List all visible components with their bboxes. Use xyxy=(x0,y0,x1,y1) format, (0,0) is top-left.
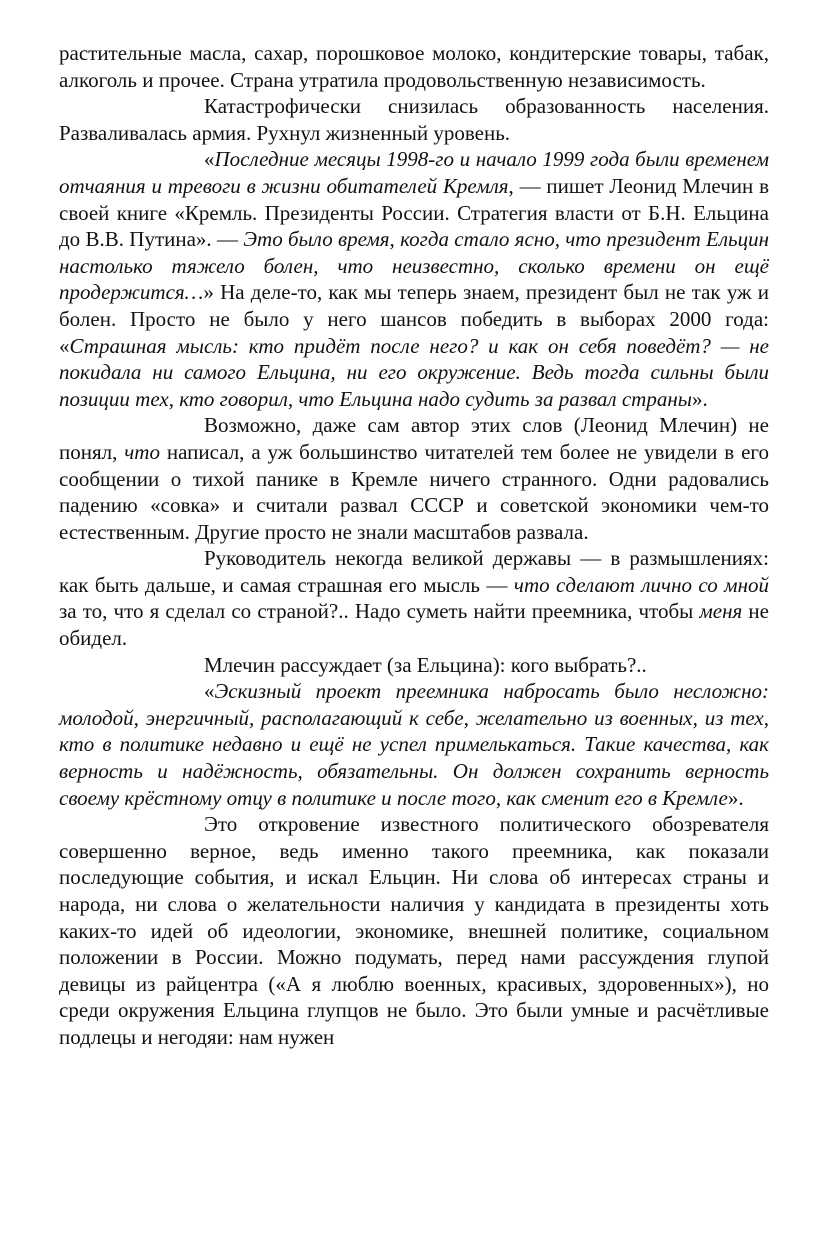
text-segment: Возможно, даже сам автор этих слов (Леонид Млечин) не понял, xyxy=(59,413,769,464)
text-segment: ». xyxy=(727,785,744,810)
text-segment: Млечин рассуждает (за Ельцина): кого выбрать?.. xyxy=(204,652,647,677)
text-segment: за то, что я сделал со страной?.. Надо суметь найти преемника, чтобы xyxy=(59,599,700,624)
italic-quote: Это было время, когда стало ясно, что президент Ельцин настолько тяжело болен, что неизвестно, сколько времени он ещё продержится… xyxy=(59,227,769,305)
paragraph xyxy=(59,811,769,1050)
paragraph-quote xyxy=(59,678,769,811)
paragraph xyxy=(59,652,769,679)
text-segment: Это откровение известного политического обозревателя совершенно верное, ведь именно такого преемника, как показали последующие события, и искал Ельцин. Ни слова об интересах страны и народа, ни слова о желательности наличия у кандидата в президенты хоть каких-то идей об идеологии, экономике, внешней политике, социальном положении в России. Можно подумать, перед нами рассуждения глупой девицы из райцентра («А я люблю военных, красивых, здоровенных»), но среди окружения Ельцина глупцов не было. Это были умные и расчётливые подлецы и негодяи: нам нужен xyxy=(59,812,769,1049)
paragraph xyxy=(59,93,769,146)
italic-quote: Страшная мысль: кто придёт после него? и как он себя поведёт? — не покидала ни самого Ельцина, ни его окружение. Ведь тогда сильны были позиции тех, кто говорил, что Ельцина надо судить за развал страны xyxy=(59,333,769,411)
text-segment: не обидел. xyxy=(59,599,769,651)
paragraph xyxy=(59,545,769,651)
italic-emphasis: меня xyxy=(699,599,743,624)
paragraph xyxy=(59,412,769,545)
text-segment: , — пишет Леонид Млечин в своей книге «Кремль. Президенты России. Стратегия власти от Б.Н. Ельцина до В.В. Путина». — xyxy=(59,173,769,252)
text-segment: « xyxy=(204,147,215,172)
italic-quote: Последние месяцы 1998-го и начало 1999 года были временем отчаяния и тревоги в жизни обитателей Кремля xyxy=(59,147,769,198)
text-segment: написал, а уж большинство читателей тем более не увидели в его сообщении о тихой панике в Кремле ничего странного. Одни радовались падению «совка» и считали развал СССР и советской экономики чем-то естественным. Другие просто не знали масштабов развала. xyxy=(59,439,769,544)
italic-emphasis: что xyxy=(124,439,160,464)
text-segment: Руководитель некогда великой державы — в размышлениях: как быть дальше, и самая страшная его мысль — xyxy=(59,546,769,597)
text-segment: растительные масла, сахар, порошковое молоко, кондитерские товары, табак, алкоголь и прочее. Страна утратила продовольственную независимость. xyxy=(59,41,769,92)
text-segment: Катастрофически снизилась образованность населения. Разваливалась армия. Рухнул жизненный уровень. xyxy=(59,94,769,145)
text-segment: » На деле-то, как мы теперь знаем, президент был не так уж и болен. Просто не было у него шансов победить в выборах 2000 года: « xyxy=(59,280,769,358)
document-page xyxy=(59,40,769,1051)
italic-emphasis: что сделают лично со мной xyxy=(513,572,770,597)
paragraph xyxy=(59,40,769,93)
text-segment: ». xyxy=(691,386,708,411)
text-segment: « xyxy=(204,679,215,704)
paragraph-quote xyxy=(59,146,769,412)
italic-quote: Эскизный проект преемника набросать было несложно: молодой, энергичный, располагающий к себе, желательно из военных, из тех, кто в политике недавно и ещё не успел примелькаться. Такие качества, как верность и надёжность, обязательны. Он должен сохранить верность своему крёстному отцу в политике и после того, как сменит его в Кремле xyxy=(59,679,769,810)
